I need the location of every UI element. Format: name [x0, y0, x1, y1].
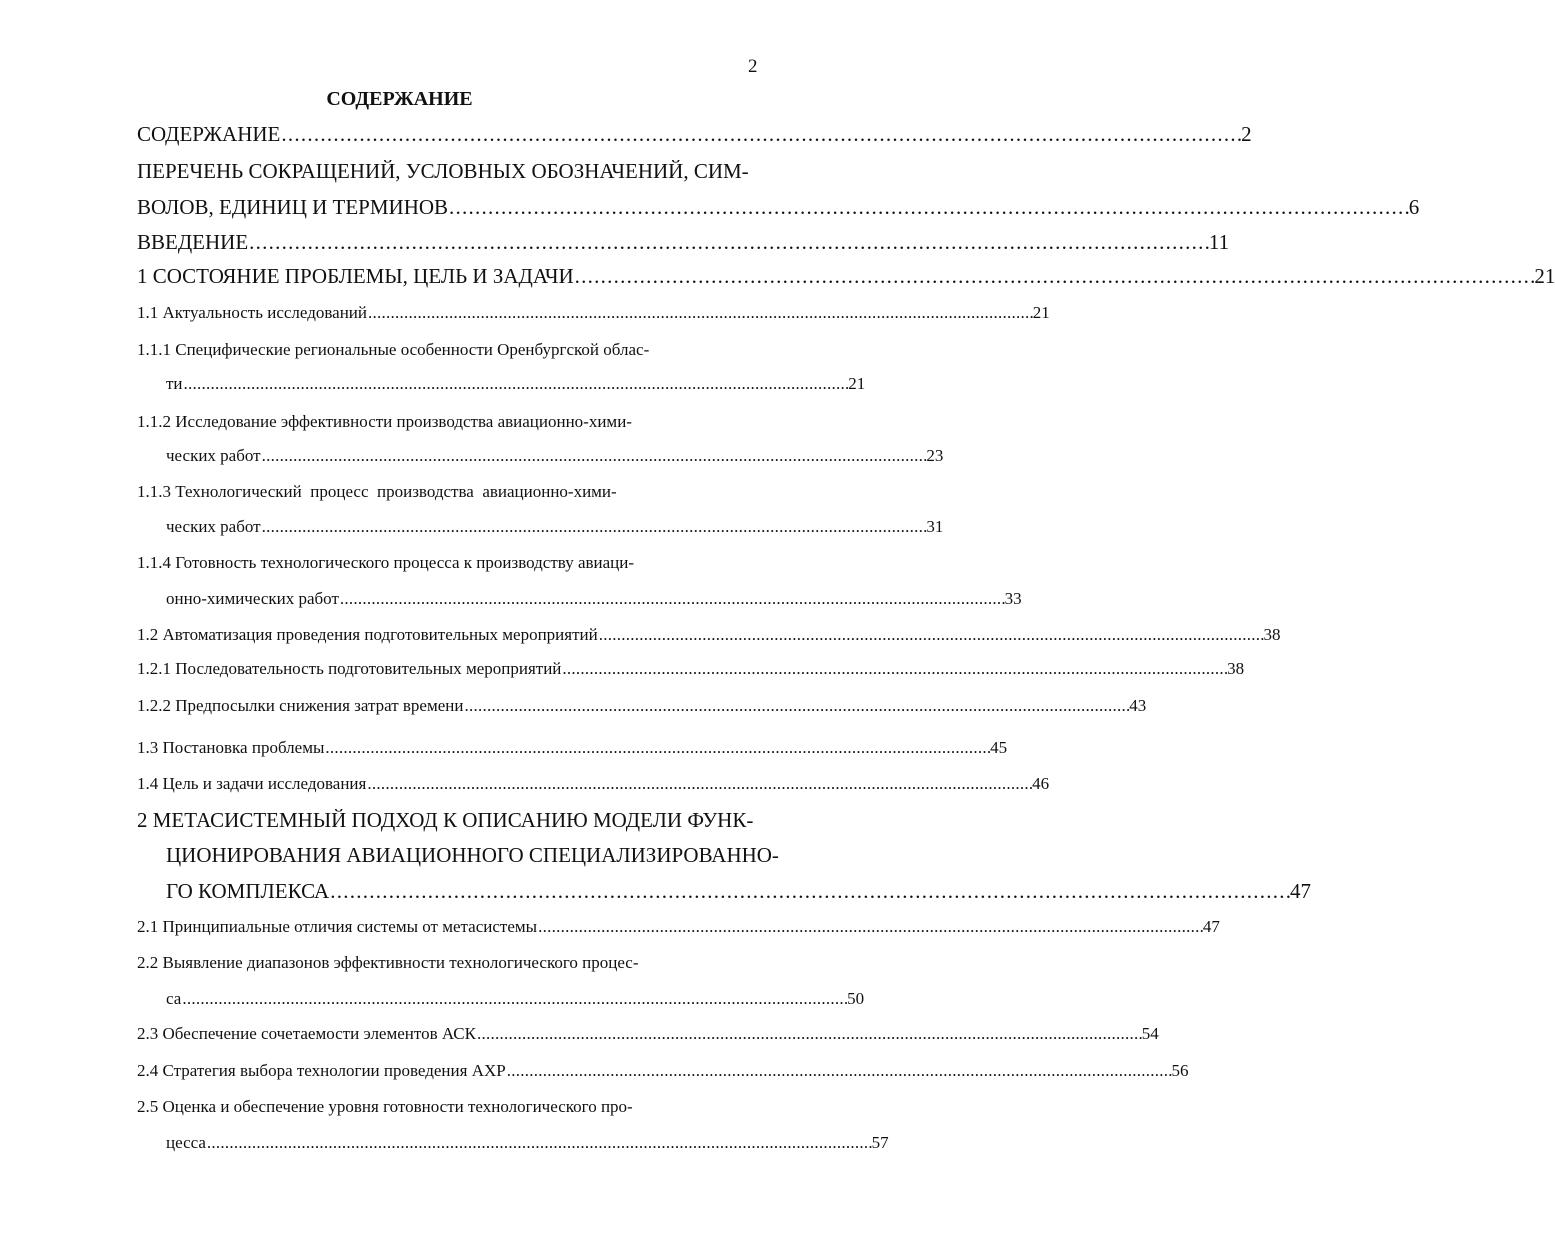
toc-entry-title: ВОЛОВ, ЕДИНИЦ И ТЕРМИНОВ [137, 195, 449, 219]
toc-entry[interactable] [137, 1024, 1159, 1044]
toc-entry-title: 1.2 Автоматизация проведения подготовительных мероприятий [137, 625, 598, 644]
toc-entry-page: 2 [1241, 122, 1252, 146]
page-number: 2 [748, 56, 758, 77]
dot-leader [368, 303, 1032, 323]
dot-leader [464, 696, 1128, 716]
toc-entry-title: ГО КОМПЛЕКСА [166, 879, 330, 903]
dot-leader [507, 1061, 1171, 1081]
toc-entry-page: 6 [1408, 195, 1420, 219]
toc-entry[interactable] [137, 659, 1245, 679]
dot-leader [599, 625, 1263, 645]
toc-entry-title: СОДЕРЖАНИЕ [137, 122, 281, 146]
toc-entry-page: 56 [1171, 1061, 1189, 1080]
toc-entry-title: 2.3 Обеспечение сочетаемости элементов АСК [137, 1024, 476, 1043]
toc-entry[interactable] [137, 122, 1252, 147]
toc-entry-title: онно-химических работ [166, 589, 339, 608]
dot-leader [330, 879, 1289, 904]
toc-entry-title: ческих работ [166, 517, 261, 536]
toc-entry-page: 45 [990, 738, 1008, 757]
toc-entry[interactable] [137, 774, 1050, 794]
toc-entry-line: 1.1.2 Исследование эффективности производства авиационно-хими- [137, 412, 632, 431]
dot-leader [538, 917, 1202, 937]
toc-entry-line: ПЕРЕЧЕНЬ СОКРАЩЕНИЙ, УСЛОВНЫХ ОБОЗНАЧЕНИЙ, СИМ- [137, 159, 749, 183]
toc-entry-title: 1.3 Постановка проблемы [137, 738, 325, 757]
toc-entry-page: 11 [1208, 230, 1230, 254]
toc-entry-title: са [166, 989, 182, 1008]
toc-entry-title: 1.2.1 Последовательность подготовительных мероприятий [137, 659, 562, 678]
toc-entry[interactable] [166, 446, 944, 466]
toc-entry-page: 31 [926, 517, 944, 536]
toc-entry-title: 1.1 Актуальность исследований [137, 303, 368, 322]
toc-entry[interactable] [166, 517, 944, 537]
toc-entry-page: 50 [847, 989, 865, 1008]
toc-entry-page: 57 [871, 1133, 889, 1152]
toc-entry-line: 2.2 Выявление диапазонов эффективности технологического процес- [137, 953, 639, 972]
toc-entry-title: 2.1 Принципиальные отличия системы от метасистемы [137, 917, 538, 936]
toc-entry-line: 1.1.4 Готовность технологического процесса к производству авиаци- [137, 553, 635, 572]
dot-leader [262, 446, 926, 466]
dot-leader [325, 738, 989, 758]
toc-entry[interactable] [137, 696, 1147, 716]
page-title: СОДЕРЖАНИЕ [326, 88, 473, 110]
toc-entry-page: 38 [1263, 625, 1281, 644]
toc-entry[interactable] [166, 589, 1022, 609]
toc-entry-page: 46 [1032, 774, 1050, 793]
toc-entry-title: 1.4 Цель и задачи исследования [137, 774, 367, 793]
toc-entry[interactable] [137, 738, 1008, 758]
dot-leader [367, 774, 1031, 794]
toc-entry-title: 2.4 Стратегия выбора технологии проведения АХР [137, 1061, 506, 1080]
toc-entry-page: 54 [1141, 1024, 1159, 1043]
toc-entry-line: 1.1.1 Специфические региональные особенности Оренбургской облас- [137, 340, 650, 359]
toc-entry-page: 23 [926, 446, 944, 465]
dot-leader [249, 230, 1208, 255]
toc-entry-title: цесса [166, 1133, 206, 1152]
dot-leader [449, 195, 1408, 220]
toc-entry[interactable] [137, 303, 1050, 323]
toc-entry[interactable] [137, 230, 1230, 255]
toc-entry[interactable] [137, 917, 1220, 937]
toc-entry-page: 47 [1202, 917, 1220, 936]
dot-leader [340, 589, 1004, 609]
toc-entry-page: 38 [1227, 659, 1245, 678]
toc-entry-title: 1.2.2 Предпосылки снижения затрат времени [137, 696, 464, 715]
toc-entry[interactable] [166, 374, 866, 394]
dot-leader [575, 264, 1534, 289]
toc-entry-line: 2.5 Оценка и обеспечение уровня готовности технологического про- [137, 1097, 633, 1116]
toc-entry[interactable] [166, 879, 1311, 904]
toc-entry-line: 1.1.3 Технологический процесс производства авиационно-хими- [137, 482, 617, 501]
dot-leader [562, 659, 1226, 679]
toc-entry[interactable] [137, 195, 1420, 220]
toc-entry-page: 21 [848, 374, 866, 393]
toc-entry-page: 21 [1534, 264, 1555, 288]
toc-entry[interactable] [137, 264, 1555, 289]
dot-leader [184, 374, 848, 394]
toc-entry[interactable] [166, 989, 865, 1009]
toc-entry-page: 47 [1289, 879, 1311, 903]
toc-entry-line: 2 МЕТАСИСТЕМНЫЙ ПОДХОД К ОПИСАНИЮ МОДЕЛИ ФУНК- [137, 808, 754, 832]
toc-entry-line: ЦИОНИРОВАНИЯ АВИАЦИОННОГО СПЕЦИАЛИЗИРОВАННО- [166, 843, 779, 867]
toc-entry-page: 33 [1004, 589, 1022, 608]
dot-leader [262, 517, 926, 537]
toc-entry-title: ВВЕДЕНИЕ [137, 230, 249, 254]
toc-entry-title: 1 СОСТОЯНИЕ ПРОБЛЕМЫ, ЦЕЛЬ И ЗАДАЧИ [137, 264, 574, 288]
toc-entry-title: ческих работ [166, 446, 261, 465]
dot-leader [477, 1024, 1141, 1044]
toc-entry[interactable] [137, 625, 1281, 645]
toc-entry[interactable] [137, 1061, 1189, 1081]
toc-entry[interactable] [166, 1133, 889, 1153]
dot-leader [207, 1133, 871, 1153]
toc-entry-page: 43 [1129, 696, 1147, 715]
dot-leader [281, 122, 1240, 147]
toc-entry-page: 21 [1032, 303, 1050, 322]
toc-entry-title: ти [166, 374, 183, 393]
dot-leader [182, 989, 846, 1009]
